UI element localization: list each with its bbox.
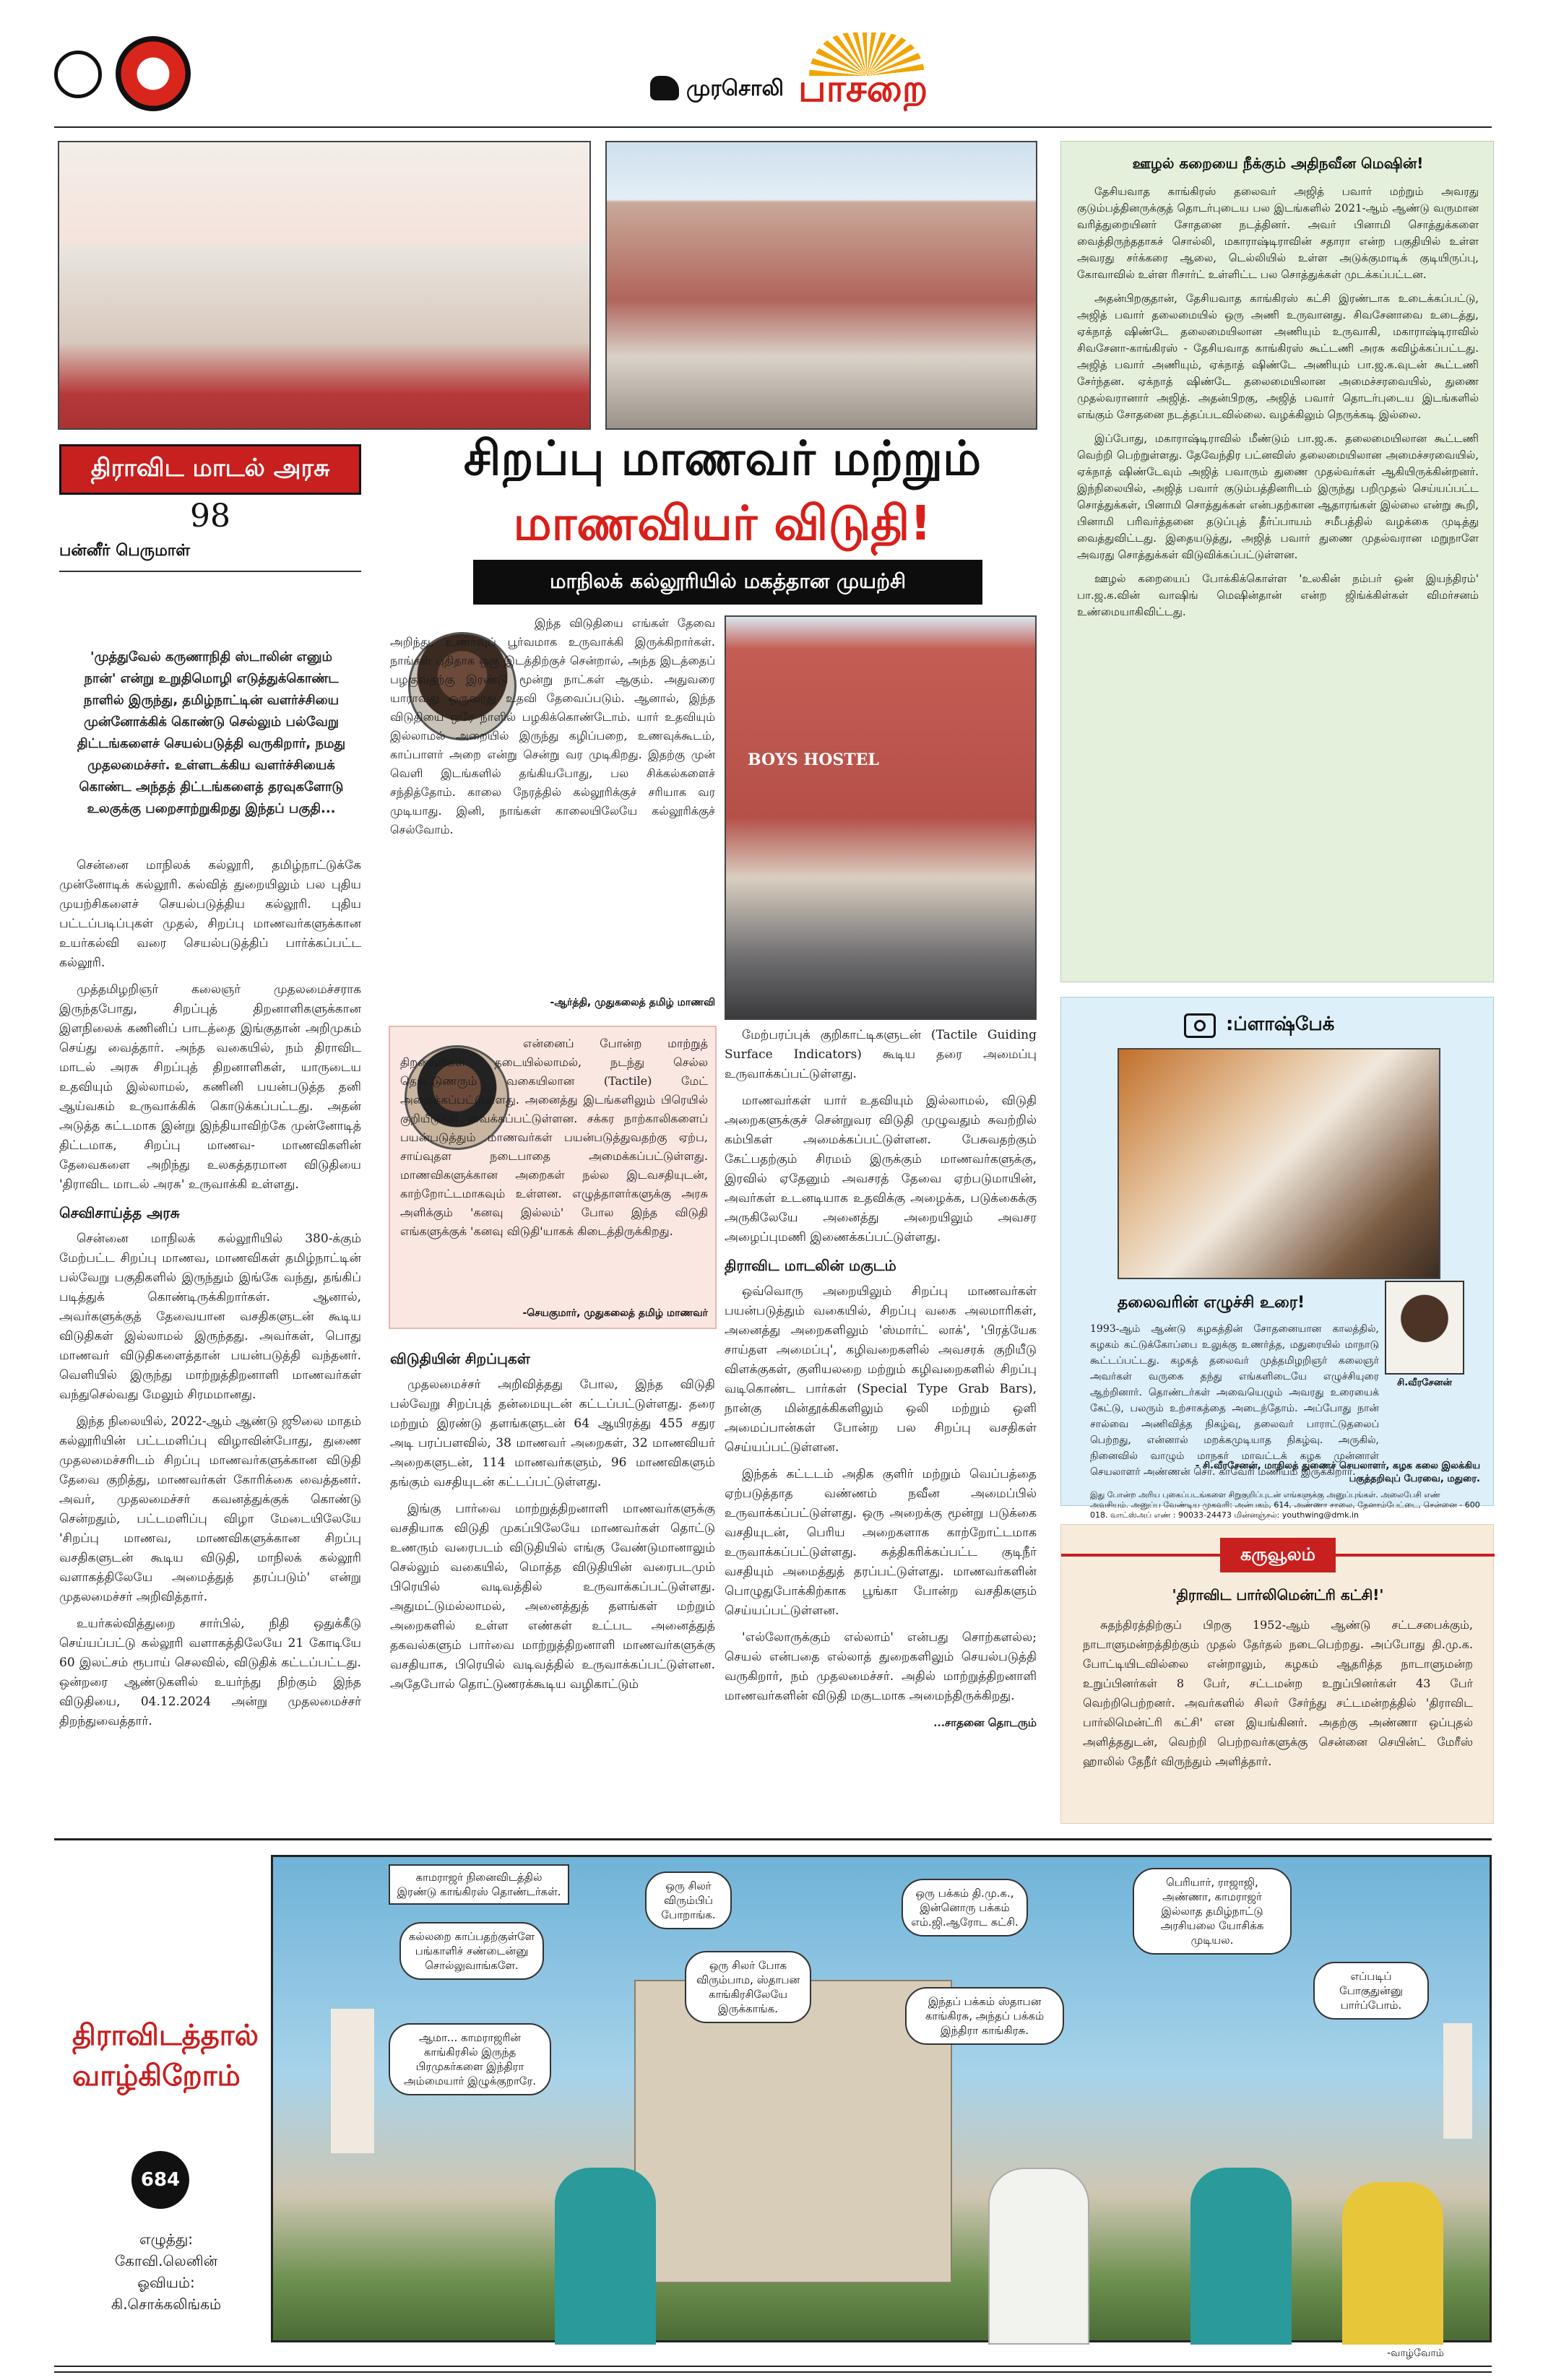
right-subhead: திராவிட மாடலின் மகுடம் xyxy=(725,1257,896,1274)
sidebar-news-paragraph: ஊழல் கறையைப் போக்கிக்கொள்ள 'உலகின் நம்பர் ஒன் இயந்திரம்' பா.ஜ.க.வின் வாஷிங் மெஷின்தான் என்ற ஜிங்க்கிள்கள் விமர்சனம் உண்மையாகிவிட்டது. xyxy=(1077,572,1479,618)
series-number: 98 xyxy=(190,498,230,535)
left-paragraph: முத்தமிழறிஞர் கலைஞர் முதலமைச்சராக இருந்தபோது, சிறப்புத் திறனாளிகளுக்கான இளநிலைக் கணினிப் பாடத்தை இங்குதான் அறிமுகம் செய்து வைத்தார். அந்த வகையில், நம் திராவிட மாடல் அரசு சிறப்புத் திறனாளிகள், யாருடைய உதவியும் இல்லாமல், கணினி பயன்படுத்த தனி ஆய்வகம் உருவாக்கிக் கொடுக்கப்பட்டது. அதன் அடுத்த கட்டமாக இன்று இந்தியாவிற்கே முன்னோடித் திட்டமாக, சிறப்பு மாணவ- மாணவிகளின் தேவைகளை அறிந்து உலகத்தரமான விடுதியை 'திராவிட மாடல் அரசு' உருவாக்கி உள்ளது. xyxy=(59,982,361,1192)
comic-character-yellow xyxy=(1342,2182,1443,2345)
flashback-body: 1993-ஆம் ஆண்டு கழகத்தின் சோதனையான காலத்தில், கழகம் கட்டுக்கோப்பை உலுக்கு உணர்த்த, மதுரையில் மாநாடு கூட்டப்பட்டது. கழகத் தலைவர் முத்தமிழறிஞர் கலைஞர் அவர்கள் வருகை தந்து எங்களிடையே எழுச்சியுரை ஆற்றினார். தொண்டர்கள் அவையெழும் அவரது உரையைக் கேட்டு, பலரும் உற்சாகத்தை அடைந்தோம். அப்போது நான் சால்வை அணிவித்த நிகழ்வு, தலைவர் பாராட்டுதலைப் பெற்றது, என்னால் மறக்கமுடியாத நிகழ்வு. அருகில், நினைவில் வாழும் மாநகர் மாவட்டக் கழக முன்னாள் செயலாளர் அண்ணன் சொ. காவேரி மணியம் இருக்கிறார். xyxy=(1090,1323,1379,1478)
byline-rule xyxy=(59,571,361,572)
sidebar-news-paragraph: இப்போது, மகாராஷ்டிராவில் மீண்டும் பா.ஜ.க. தலைமையிலான கூட்டணி வெற்றி பெற்றுள்ளது. தேவேந்திர பட்னவிஸ் தலைமையிலான அமைச்சரவையில், ஏக்நாத் ஷிண்டேவும் அஜித் பவாரும் துணை முதல்வர்கள் ஆகியிருக்கின்றனர். இந்நிலையில், அஜித் பவார் குடும்பத்தினரிடம் இருந்து பறிமுதல் செய்யப்பட்ட சொத்துக்கள், பினாமி சொத்துக்கள் என்பதற்கான ஆதாரங்கள் இல்லை என்று கூறி, பினாமி பரிவர்த்தனை தடுப்புத் தீர்ப்பாயம் சமீபத்தில் வழக்கை முடித்து வைத்துவிட்டது. இதையடுத்து, அஜித் பவார் துணை முதல்வரான மறுநாளே அவரது சொத்துக்கள் விடுவிக்கப்பட்டுள்ளன. xyxy=(1077,432,1479,561)
comic-artist-label: ஓவியம்: xyxy=(137,2274,195,2291)
speech-bubble: கல்லறை காப்பதற்குள்ளே பங்காளிச் சண்டைன்னு சொல்லுவாங்களே. xyxy=(399,1922,544,1980)
flashback-signature: - சி.வீரசேனன், மாநிலத் துணைச் செயலாளர், கழக கலை இலக்கிய பகுத்தறிவுப் பேரவை, மதுரை. xyxy=(1195,1461,1480,1484)
middle-paragraph: முதலமைச்சர் அறிவித்தது போல, இந்த விடுதி பல்வேறு சிறப்புத் தன்மையுடன் கட்டப்பட்டுள்ளது. தரை மற்றும் இரண்டு தளங்களுடன் 64 ஆயிரத்து 455 சதுர அடி பரப்பளவில், 38 மாணவர் அறைகள், 32 மாணவியர் அறைகளுடன், 114 மாணவர்களும், 96 மாணவிகளும் தங்கும் வசதியுடன் கட்டப்பட்டுள்ளது. xyxy=(390,1377,715,1489)
speech-bubble: இந்தப் பக்கம் ஸ்தாபன காங்கிரசு, அந்தப் பக்கம் இந்திரா காங்கிரசு. xyxy=(905,1987,1064,2045)
memorial-building xyxy=(634,1980,952,2283)
comic-title: திராவிடத்தால் வாழ்கிறோம் xyxy=(72,2019,259,2093)
karuvoolam-box xyxy=(1060,1524,1494,1824)
left-paragraph: சென்னை மாநிலக் கல்லூரி, தமிழ்நாட்டுக்கே முன்னோடிக் கல்லூரி. கல்வித் துறையிலும் பல புதிய முயற்சிகளைச் செயல்படுத்திய கல்லூரி. புதிய பட்டப்படிப்புகள் முதல், சிறப்பு மாணவர்களுக்கான உயர்கல்வி வரை செயல்படுத்திப் பார்க்கப்பட்ட கல்லூரி. xyxy=(59,858,361,970)
flashback-label: :ப்ளாஷ்பேக் xyxy=(1226,1013,1335,1035)
section-name: பாசறை xyxy=(798,67,928,111)
masthead xyxy=(621,33,968,112)
right-paragraph: 'எல்லோருக்கும் எல்லாம்' என்பது சொற்களல்ல; செயல் என்பதை எல்லாத் துறைகளிலும் செயல்படுத்தி வருகிறார், நம் முதலமைச்சர். அதில் மாற்றுத்திறனாளி மாணவர்களின் விடுதி மகுடமாக அமைந்திருக்கிறது. xyxy=(725,1630,1037,1703)
continued-note: ...சாதனை தொடரும் xyxy=(933,1716,1037,1729)
comic-sign-off: -வாழ்வோம் xyxy=(1387,2347,1444,2359)
left-subhead: செவிசாய்த்த அரசு xyxy=(59,1204,180,1221)
quote-two-attribution: -செயகுமார், முதுகலைத் தமிழ் மாணவர் xyxy=(522,1307,708,1319)
hostel-building-photo xyxy=(605,141,1037,430)
speech-bubble: ஆமா... காமராஜரின் காங்கிரசில் இருந்த பிரமுகர்களை இந்திரா அம்மையார் இழுக்குறாரே. xyxy=(389,2023,551,2095)
speech-bubble: பெரியார், ராஜாஜி, அண்ணா, காமராஜர் இல்லாத தமிழ்நாட்டு அரசியலை யோசிக்க முடியல. xyxy=(1133,1868,1292,1955)
karuvoolam-title: 'திராவிட பார்லிமென்ட்ரி கட்சி!' xyxy=(1172,1586,1384,1604)
left-paragraph: இந்த நிலையில், 2022-ஆம் ஆண்டு ஜூலை மாதம் கல்லூரியின் பட்டமளிப்பு விழாவின்போது, துணை முதலமைச்சரிடம் சிறப்பு மாணவர்களுக்கான விடுதி தேவை குறித்து, மாணவர்கள் கோரிக்கை வைத்தனர். அவர், முதலமைச்சர் கவனத்துக்குக் கொண்டு சென்றதும், பட்டமளிப்பு விழா மேடையிலேயே 'சிறப்பு மாணவ, மாணவிகளுக்கான சிறப்பு வசதிகளுடன் கூடிய விடுதி, மாநிலக் கல்லூரி வளாகத்திலேயே அமைத்துத் தரப்படும்' என்று முதலமைச்சர் அறிவித்தார். xyxy=(59,1414,361,1604)
comic-panel xyxy=(271,1855,1492,2342)
quote-two-text: என்னைப் போன்ற மாற்றுத் திறனாளிகள் தடையில்லாமல், நடந்து செல்ல தொட்டுணரும் வகையிலான (Tactile) மேட் அமைக்கப்பட்டுள்ளது. அனைத்து இடங்களிலும் பிரெயில் குறியீடுகள் வைக்கப்பட்டுள்ளன. சக்கர நாற்காலிகளைப் பயன்படுத்தும் மாணவர்கள் பயன்படுத்துவதற்கு ஏற்ப, சாய்வுதள நடைபாதை அமைக்கப்பட்டுள்ளது. மாணவிகளுக்கான அறைகள் நல்ல இடவசதியுடன், காற்றோட்டமாகவும் உள்ளன. எழுத்தாளர்களுக்கு அரசு அளிக்கும் 'கனவு இல்லம்' போல இந்த விடுதி எங்களுக்குக் 'கனவு விடுதி'யாகக் கிடைத்திருக்கிறது. xyxy=(400,1037,708,1238)
page-number-circle xyxy=(54,51,102,98)
speech-bubble: ஒரு சிலர் போக விரும்பாம, ஸ்தாபன காங்கிரசிலேயே இருக்காங்க. xyxy=(685,1951,811,2023)
speech-bubble: ஒரு சிலர் விரும்பிப் போறாங்க. xyxy=(645,1871,732,1929)
quote-one-attribution: -ஆர்த்தி, முதுகலைத் தமிழ் மாணவி xyxy=(550,997,715,1008)
section-divider xyxy=(54,1838,1492,1840)
comic-artist: கி.சொக்கலிங்கம் xyxy=(111,2295,222,2313)
intro-text: 'முத்துவேல் கருணாநிதி ஸ்டாலின் எனும் நான்' என்று உறுதிமொழி எடுத்துக்கொண்ட நாளில் இருந்து, தமிழ்நாட்டின் வளர்ச்சியை முன்னோக்கிக் கொண்டு செல்லும் பல்வேறு திட்டங்களைச் செயல்படுத்தி வருகிறார், நமது முதலமைச்சர். உள்ளடக்கிய வளர்ச்சியைக் கொண்ட அந்தத் திட்டங்களைத் தரவுகளோடு உலகுக்கு பறைசாற்றுகிறது இந்தப் பகுதி... xyxy=(77,649,346,816)
hostel-sign: BOYS HOSTEL xyxy=(748,750,879,769)
camera-icon xyxy=(1184,1013,1216,1038)
bull-icon xyxy=(650,76,679,100)
windmill-left xyxy=(331,2009,374,2153)
sidebar-news-paragraph: தேசியவாத காங்கிரஸ் தலைவர் அஜித் பவார் மற்றும் அவரது குடும்பத்தினருக்குத் தொடர்புடைய பல இடங்களில் 2021-ஆம் ஆண்டு வருமான வரித்துறையினர் சோதனை நடத்தினர். அவர் பினாமி சொத்துக்களை வைத்திருந்ததாகச் சொல்லி, மகாராஷ்டிராவின் சதாரா என்ற பகுதியில் உள்ள அவரது சர்க்கரை ஆலை, டெல்லியில் உள்ள அடுக்குமாடிக் குடியிருப்பு, கோவாவில் உள்ள ரிசார்ட் உள்ளிட்ட பல சொத்துக்கள் முடக்கப்பட்டன. xyxy=(1077,185,1479,281)
right-paragraph: இந்தக் கட்டடம் அதிக குளிர் மற்றும் வெப்பத்தை ஏற்படுத்தாத வண்ணம் நவீன அமைப்பில் உருவாக்கப்பட்டுள்ளது. ஒரு அறைக்கு மூன்று படுக்கை வசதியுடன், பெரிய அறைகளாக காற்றோட்டமாக உருவாக்கப்பட்டுள்ளது. சுத்திகரிக்கப்பட்ட குடிநீர் வசதியும் அமைத்துத் தரப்பட்டுள்ளது. மாணவர்களின் பொழுதுபோக்கிற்காக பூங்கா போன்ற வசதிகளும் செய்யப்பட்டுள்ளன. xyxy=(725,1467,1037,1618)
quote-one xyxy=(390,614,715,1018)
flashback-box xyxy=(1060,997,1494,1520)
murasoli-logo xyxy=(116,36,191,111)
karuvoolam-body: சுதந்திரத்திற்குப் பிறகு 1952-ஆம் ஆண்டு சட்டசபைக்கும், நாடாளுமன்றத்திற்கும் முதல் தேர்தல் நடைபெற்றது. அப்போது தி.மு.க. போட்டியிடவில்லை என்றாலும், கழகம் ஆதரித்த நாடாளுமன்ற உறுப்பினர்கள் 8 பேர், சட்டமன்ற உறுப்பினர்கள் 43 பேர் வெற்றிபெற்றனர். அவர்களில் சிலர் சேர்ந்து சட்டமன்றத்தில் 'திராவிட பார்லிமென்ட்ரி கட்சி' என இயங்கினர். அதற்கு அண்ணா ஒப்புதல் அளித்ததுடன், வெற்றி பெற்றவர்களுக்கு சென்னை செயின்ட் மேரீஸ் ஹாலில் தேநீர் விருந்தும் அளித்தார். xyxy=(1083,1618,1473,1768)
comic-credits xyxy=(72,2228,260,2315)
comic-character-teal xyxy=(555,2168,656,2345)
quote-two xyxy=(389,1026,717,1329)
series-tag xyxy=(59,444,361,495)
comic-writer-label: எழுத்து: xyxy=(139,2230,194,2248)
left-paragraph: சென்னை மாநிலக் கல்லூரியில் 380-க்கும் மேற்பட்ட சிறப்பு மாணவ, மாணவிகள் தமிழ்நாட்டின் பல்வேறு பகுதிகளில் இருந்தும் இங்கே வந்து, தங்கிப் படித்துக் கொண்டிருக்கிறார்கள். ஆனால், அவர்களுக்குத் தேவையான வசதிகளுடன் கூடிய விடுதிகள் இல்லாமல் இருந்தது. அவர்கள், பொது மாணவர் விடுதிகளைத்தான் பயன்படுத்தி வந்தனர். வெளியில் இருந்து மாற்றுத்திறனாளி மாணவர்கள் வந்துசெல்வது மேலும் சிரமமானது. xyxy=(59,1232,361,1402)
headline-line2: மாணவியர் விடுதி! xyxy=(513,496,932,551)
right-paragraph: மேற்பரப்புக் குறிகாட்டிகளுடன் (Tactile Guiding Surface Indicators) கூடிய தரை அமைப்பு உருவாக்கப்பட்டுள்ளது. xyxy=(725,1028,1037,1081)
publication-name: முரசொலி xyxy=(686,76,784,101)
left-body xyxy=(59,856,361,1739)
comic-episode-badge xyxy=(131,2151,189,2209)
speech-bubble: எப்படிப் போகுதுன்னு பார்ப்போம். xyxy=(1313,1962,1429,2020)
windmill-right xyxy=(1443,2023,1472,2139)
middle-body xyxy=(390,1343,715,1702)
boys-hostel-photo xyxy=(725,615,1037,1020)
veerasenan-portrait-name: சி.வீரசேனன் xyxy=(1397,1377,1452,1388)
speech-bubble: ஒரு பக்கம் தி.மு.க., இன்னொரு பக்கம் எம்.ஜி.ஆரோட கட்சி. xyxy=(902,1879,1028,1937)
right-body xyxy=(725,1026,1037,1733)
left-paragraph: உயர்கல்வித்துறை சார்பில், நிதி ஒதுக்கீடு செய்யப்பட்டு கல்லூரி வளாகத்திலேயே 21 கோடியே 60 இலட்சம் ரூபாய் செலவில், விடுதிக் கட்டப்பட்டது. ஒன்றரை ஆண்டுகளில் உயர்ந்து நிற்கும் இந்த விடுதியை, 04.12.2024 அன்று முதலமைச்சர் திறந்துவைத்தார். xyxy=(59,1617,361,1728)
headline-line1: சிறப்பு மாணவர் மற்றும் xyxy=(463,430,982,486)
series-tag-text: திராவிட மாடல் அரசு xyxy=(90,454,330,483)
author-byline: பன்னீர் பெருமாள் xyxy=(59,542,191,560)
comic-character-white xyxy=(988,2168,1089,2345)
flashback-footer: இது போன்ற அரிய புகைப்படங்களை சிறுகுறிப்புடன் எங்களுக்கு அனுப்புங்கள். அலைபேசி எண் அவசியம். அனுப்ப வேண்டிய முகவரி: அன்பகம், 614, அண்ணா சாலை, தேனாம்பேட்டை, சென்னை - 600 018. வாட்ஸ்அப் எண் : 90033-24473 மின்னஞ்சல்: youthwing@dmk.in xyxy=(1090,1490,1480,1520)
flashback-title: தலைவரின் எழுச்சி உரை! xyxy=(1118,1294,1305,1312)
right-paragraph: ஒவ்வொரு அறையிலும் சிறப்பு மாணவர்கள் பயன்படுத்தும் வகையில், சிறப்பு வகை அலமாரிகள், அனைத்து அறைகளிலும் 'ஸ்மார்ட் லாக்', 'பிரத்யேக சாய்தள அமைப்பு', கழிவறைகளில் அவசரக் குறியீடு விளக்குகள், குளியலறை மற்றும் கழிவறைகளில் சிறப்பு வடிகொண்ட பார்கள் (Special Type Grab Bars), நான்கு மின்தூக்கிகளிலும் ஒலி மற்றும் ஒளி அமைப்பான்கள் போன்ற பல சிறப்பு வசதிகள் செய்யப்பட்டுள்ளன. xyxy=(725,1284,1037,1455)
masthead-rule xyxy=(54,126,1492,128)
sidebar-news-title: ஊழல் கறையை நீக்கும் அதிநவீன மெஷின்! xyxy=(1132,155,1424,172)
sidebar-news-paragraph: அதன்பிறகுதான், தேசியவாத காங்கிரஸ் கட்சி இரண்டாக உடைக்கப்பட்டு, அஜித் பவார் தலைமையில் ஒரு அணி உருவானது. சிவசேனாவை உடைத்து, ஏக்நாத் ஷிண்டே தலைமையிலான அணியும் உருவாகி, மகாராஷ்டிராவில் சிவசேனா-காங்கிரஸ் - தேசியவாத காங்கிரஸ் கூட்டணி அரசு கவிழ்க்கப்பட்டது. அஜித் பவார் அணியும், ஏக்நாத் ஷிண்டே அணியும் பா.ஜ.க.வுடன் கூட்டணி சேர்ந்தன. ஏக்நாத் ஷிண்டே தலைமையிலான அமைச்சரவையில், துணை முதல்வரானார் அஜித். அதன்பிறகு, அஜித் பவார் தொடர்புடைய இடங்களில் எங்கும் சோதனை நடத்தப்படவில்லை. வழக்கிலும் நெருக்கடி இல்லை. xyxy=(1077,292,1479,421)
deck-text: மாநிலக் கல்லூரியில் மகத்தான முயற்சி xyxy=(549,568,907,593)
karuvoolam-label xyxy=(1220,1538,1336,1572)
headline-deck xyxy=(473,560,982,605)
middle-subhead: விடுதியின் சிறப்புகள் xyxy=(390,1350,530,1367)
karuvoolam-label-text: கருவூலம் xyxy=(1240,1544,1315,1565)
sidebar-news xyxy=(1060,141,1494,982)
right-paragraph: மாணவர்கள் யார் உதவியும் இல்லாமல், விடுதி அறைகளுக்குச் சென்றுவர விடுதி முழுவதும் சுவற்றில் கம்பிகள் அமைக்கப்பட்டுள்ளன. பேசுவதற்கும் கேட்பதற்கும் சிரமம் இருக்கும் மாணவர்களுக்கு, இரவில் ஏதேனும் அவசரத் தேவை ஏற்படுமாயின், அவர்கள் உடனடியாக உதவிக்கு அழைக்க, படுக்கைக்கு அருகிலேயே அனைத்து அறையிலும் அவசர அழைப்புமணி இணைக்கப்பட்டுள்ளது. xyxy=(725,1094,1037,1245)
comic-caption: காமராஜர் நினைவிடத்தில் இரண்டு காங்கிரஸ் தொண்டர்கள். xyxy=(389,1864,569,1905)
middle-paragraph: இங்கு பார்வை மாற்றுத்திறனாளி மாணவர்களுக்கு வசதியாக விடுதி முகப்பிலேயே மாணவர்கள் தொட்டு உணரும் வரைபடம் விடுதியில் எங்கு வேண்டுமானாலும் செல்லும் வகையில், மொத்த விடுதியின் வரைபடமும் பிரெயில் வடிவத்தில் உருவாக்கப்பட்டுள்ளது. அதுமட்டுமல்லாமல், அனைத்துத் தளங்கள் மற்றும் அறைகளில் உள்ள எண்கள் உட்பட அனைத்துத் தகவல்களும் பார்வை மாற்றுத்திறனாளி மாணவர்களுக்கு வசதியாக, பிரெயில் வடிவத்தில் உருவாக்கப்பட்டுள்ளன. அதேபோல் தொட்டுணரக்கூடிய வழிகாட்டும் xyxy=(390,1502,715,1692)
comic-writer: கோவி.லெனின் xyxy=(114,2252,218,2269)
flashback-photo xyxy=(1118,1048,1440,1279)
inauguration-photo xyxy=(58,141,591,430)
sidebar-news-body xyxy=(1077,183,1479,628)
footer-rule xyxy=(54,2366,1492,2373)
comic-character-teal-2 xyxy=(1190,2168,1292,2345)
veerasenan-portrait xyxy=(1385,1281,1464,1375)
comic-episode-number: 684 xyxy=(140,2169,181,2191)
quote-one-text: இந்த விடுதியை எங்கள் தேவை அறிந்து, உணர்வுப் பூர்வமாக உருவாக்கி இருக்கிறார்கள். நாங்கள் புதிதாக ஒரு இடத்திற்குச் சென்றால், அந்த இடத்தைப் பழகுவதற்கு இரண்டு மூன்று நாட்கள் ஆகும். அதுவரை யாராவது ஒருவரது உதவி தேவைப்படும். ஆனால், இந்த விடுதியை ஒரே நாளில் பழகிக்கொண்டோம். யார் உதவியும் இல்லாமல் அறையில் இருந்து கழிப்பறை, உணவுக்கூடம், காப்பாளர் அறை என்று சென்று வர முடிகிறது. இதற்கு முன் வெளி இடங்களில் தங்கியபோது, பல சிக்கல்களைச் சந்தித்தோம். காலை நேரத்தில் கல்லூரிக்குச் சரியாக வர முடியாது. இனி, நாங்கள் காலையிலேயே கல்லூரிக்குச் செல்வோம். xyxy=(390,616,715,836)
